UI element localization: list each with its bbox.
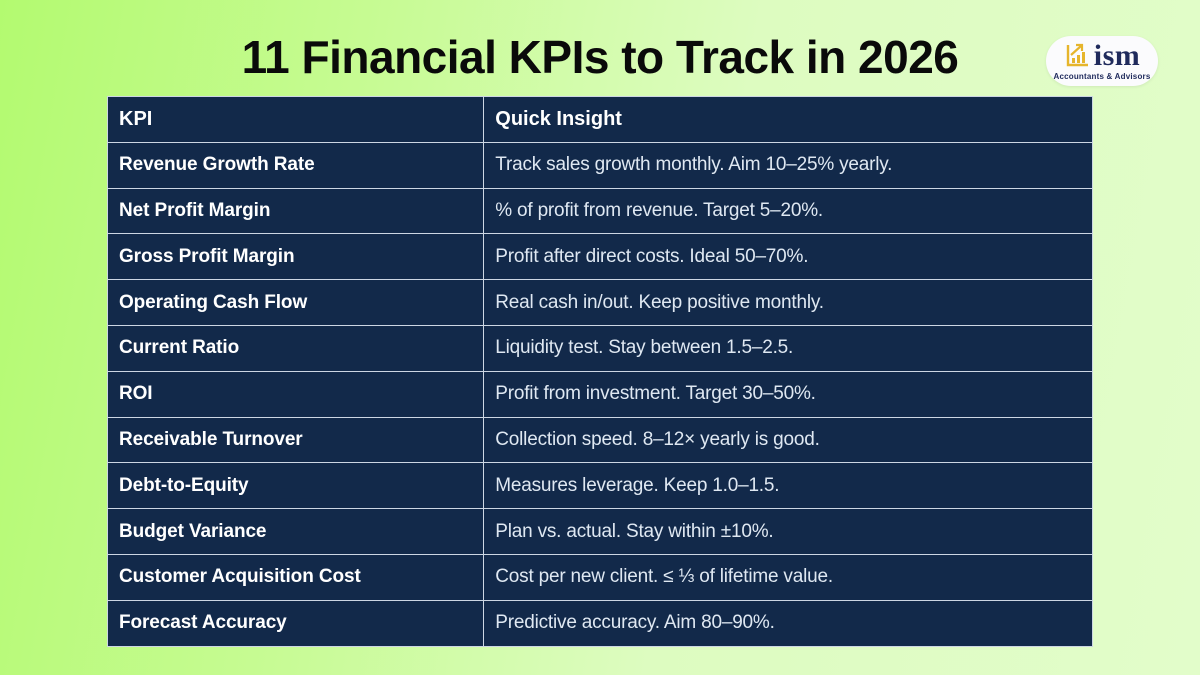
table-row <box>108 325 1093 371</box>
logo-top <box>1064 41 1141 71</box>
kpi-table-body <box>108 142 1093 646</box>
page-title: 11 Financial KPIs to Track in 2026 <box>241 31 959 83</box>
table-row <box>108 371 1093 417</box>
header-cell-kpi: KPI <box>108 97 484 143</box>
header-cell-quick-insight: Quick Insight <box>484 97 1093 143</box>
table-row <box>108 463 1093 509</box>
insight-cell: % of profit from revenue. Target 5–20%. <box>484 188 1093 234</box>
table-row <box>108 280 1093 326</box>
kpi-table <box>107 96 1093 647</box>
insight-cell: Profit from investment. Target 30–50%. <box>484 371 1093 417</box>
table-row <box>108 417 1093 463</box>
logo-tagline: Accountants & Advisors <box>1053 72 1151 81</box>
insight-cell: Liquidity test. Stay between 1.5–2.5. <box>484 325 1093 371</box>
logo <box>1046 36 1158 86</box>
insight-cell: Cost per new client. ≤ ⅓ of lifetime value. <box>484 554 1093 600</box>
header-row <box>108 97 1093 143</box>
kpi-cell: Gross Profit Margin <box>108 234 484 280</box>
insight-cell: Plan vs. actual. Stay within ±10%. <box>484 509 1093 555</box>
kpi-cell: Operating Cash Flow <box>108 280 484 326</box>
table-row <box>108 554 1093 600</box>
table-row <box>108 188 1093 234</box>
table-row <box>108 142 1093 188</box>
kpi-cell: ROI <box>108 371 484 417</box>
insight-cell: Collection speed. 8–12× yearly is good. <box>484 417 1093 463</box>
table-row <box>108 509 1093 555</box>
kpi-cell: Net Profit Margin <box>108 188 484 234</box>
insight-cell: Real cash in/out. Keep positive monthly. <box>484 280 1093 326</box>
kpi-table-head <box>108 97 1093 143</box>
kpi-cell: Forecast Accuracy <box>108 600 484 646</box>
insight-cell: Measures leverage. Keep 1.0–1.5. <box>484 463 1093 509</box>
kpi-cell: Current Ratio <box>108 325 484 371</box>
kpi-cell: Revenue Growth Rate <box>108 142 484 188</box>
table-row <box>108 600 1093 646</box>
kpi-cell: Debt-to-Equity <box>108 463 484 509</box>
kpi-cell: Budget Variance <box>108 509 484 555</box>
insight-cell: Profit after direct costs. Ideal 50–70%. <box>484 234 1093 280</box>
logo-brand-text: ism <box>1093 39 1141 72</box>
insight-cell: Predictive accuracy. Aim 80–90%. <box>484 600 1093 646</box>
kpi-cell: Receivable Turnover <box>108 417 484 463</box>
table-row <box>108 234 1093 280</box>
insight-cell: Track sales growth monthly. Aim 10–25% yearly. <box>484 142 1093 188</box>
growth-chart-icon <box>1064 43 1090 69</box>
kpi-cell: Customer Acquisition Cost <box>108 554 484 600</box>
